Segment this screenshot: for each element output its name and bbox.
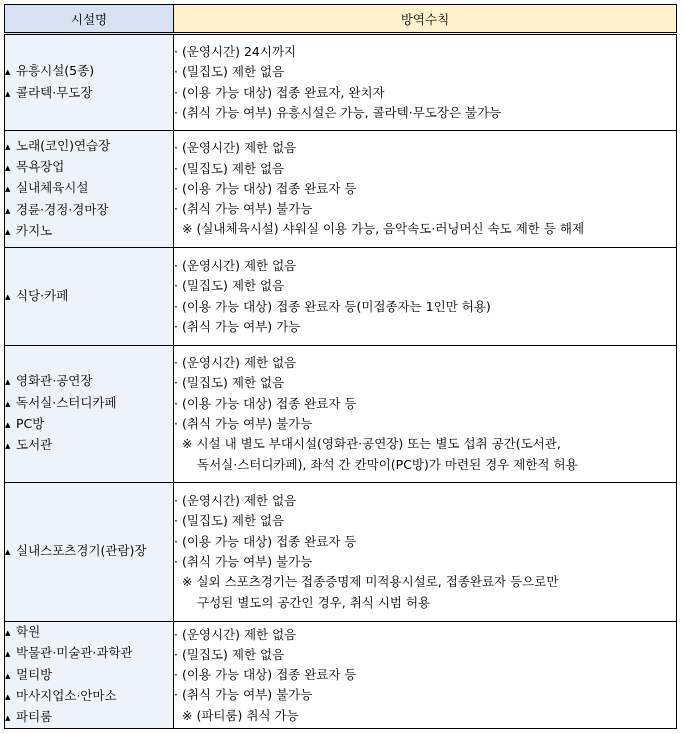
facility-cell: [5, 248, 174, 346]
table-row: [5, 131, 677, 248]
triangle-bullet-icon: ▲: [5, 714, 11, 723]
rule-note: ※ (파티룸) 취식 가능: [182, 707, 299, 723]
facility-item: ▲ 목욕장업: [5, 157, 173, 178]
facility-item: ▲ 카지노: [5, 221, 173, 242]
triangle-bullet-icon: ▲: [5, 650, 11, 659]
triangle-bullet-icon: ▲: [5, 692, 11, 701]
rules-cell: [174, 622, 677, 729]
triangle-bullet-icon: ▲: [5, 378, 11, 387]
rule-note: 독서실·스터디카페), 좌석 간 칸막이(PC방)가 마련된 경우 제한적 허용: [197, 456, 578, 472]
facility-item: ▲ 박물관·미술관·과학관: [5, 643, 173, 664]
triangle-bullet-icon: ▲: [5, 227, 11, 236]
rule-line: · (취식 가능 여부) 불가능: [174, 416, 313, 431]
facility-item: ▲ 유흥시설(5종): [5, 61, 173, 82]
facility-item: ▲ 노래(코인)연습장: [5, 136, 173, 157]
table-row: [5, 248, 677, 346]
facility-item: ▲ 콜라텍·무도장: [5, 83, 173, 104]
rule-line: · (밀집도) 제한 없음: [174, 160, 285, 176]
header-facility: 시설명: [5, 5, 174, 34]
rule-note: ※ (실내체육시설) 샤워실 이용 가능, 음악속도·러닝머신 속도 제한 등 해제: [182, 221, 585, 237]
triangle-bullet-icon: ▲: [5, 185, 11, 194]
rules-cell: [174, 346, 677, 483]
triangle-bullet-icon: ▲: [5, 68, 11, 77]
triangle-bullet-icon: ▲: [5, 671, 11, 680]
rule-line: · (이용 가능 대상) 접종 완료자 등(미접종자는 1인만 허용): [174, 298, 491, 314]
facility-item: ▲ 영화관·공연장: [5, 371, 173, 392]
facility-item: ▲ 실내체육시설: [5, 178, 173, 199]
rule-line: · (취식 가능 여부) 불가능: [174, 687, 313, 703]
rule-line: · (운영시간) 제한 없음: [174, 257, 297, 273]
rule-note: ※ 실외 스포츠경기는 접종증명제 미적용시설로, 접종완료자 등으로만: [182, 574, 559, 590]
rule-line: · (운영시간) 제한 없음: [174, 140, 297, 156]
triangle-bullet-icon: ▲: [5, 421, 11, 429]
facility-item: ▲ PC방: [5, 414, 173, 435]
rule-line: · (취식 가능 여부) 유흥시설은 가능, 콜라텍·무도장은 불가능: [174, 104, 502, 120]
rule-line: · (취식 가능 여부) 가능: [174, 318, 301, 334]
facility-item: ▲ 마사지업소·안마소: [5, 686, 173, 707]
rule-line: · (밀집도) 제한 없음: [174, 513, 285, 529]
rule-line: · (운영시간) 제한 없음: [174, 355, 297, 371]
triangle-bullet-icon: ▲: [5, 206, 11, 215]
facility-item: ▲ 경륜·경정·경마장: [5, 200, 173, 221]
triangle-bullet-icon: ▲: [5, 442, 11, 451]
rule-line: · (이용 가능 대상) 접종 완료자 등: [174, 533, 357, 549]
rule-line: · (밀집도) 제한 없음: [174, 375, 285, 391]
rule-line: · (취식 가능 여부) 불가능: [174, 554, 313, 569]
triangle-bullet-icon: ▲: [5, 89, 11, 98]
quarantine-rules-table: [4, 4, 677, 729]
triangle-bullet-icon: ▲: [5, 142, 11, 151]
rule-line: · (취식 가능 여부) 불가능: [174, 201, 313, 217]
rules-cell: [174, 483, 677, 622]
triangle-bullet-icon: ▲: [5, 629, 11, 637]
facility-item: ▲ 파티룸: [5, 707, 173, 728]
rule-line: · (이용 가능 대상) 접종 완료자 등: [174, 395, 357, 411]
header-rules: 방역수칙: [174, 5, 677, 34]
rules-cell: [174, 248, 677, 346]
rule-line: · (밀집도) 제한 없음: [174, 64, 285, 80]
facility-cell: [5, 131, 174, 248]
rule-line: · (이용 가능 대상) 접종 완료자 등: [174, 667, 357, 683]
triangle-bullet-icon: ▲: [5, 164, 11, 173]
facility-cell: [5, 34, 174, 131]
facility-item: ▲ 멀티방: [5, 665, 173, 686]
rule-line: · (이용 가능 대상) 접종 완료자 등: [174, 180, 357, 196]
facility-item: ▲ 도서관: [5, 435, 173, 456]
table-row: [5, 622, 677, 729]
rules-cell: [174, 131, 677, 248]
rule-line: · (운영시간) 24시까지: [174, 43, 297, 59]
rule-line: · (운영시간) 제한 없음: [174, 626, 297, 642]
table-row: [5, 346, 677, 483]
triangle-bullet-icon: ▲: [5, 548, 11, 557]
table-row: [5, 34, 677, 131]
table-row: [5, 483, 677, 622]
rule-line: · (밀집도) 제한 없음: [174, 278, 285, 294]
triangle-bullet-icon: ▲: [5, 292, 11, 301]
facility-cell: [5, 346, 174, 483]
triangle-bullet-icon: ▲: [5, 399, 11, 408]
rule-note: ※ 시설 내 별도 부대시설(영화관·공연장) 또는 별도 섭취 공간(도서관,: [182, 436, 561, 452]
facility-cell: [5, 483, 174, 622]
rule-line: · (밀집도) 제한 없음: [174, 646, 285, 662]
rules-cell: [174, 34, 677, 131]
facility-item: ▲ 학원: [5, 622, 173, 643]
facility-cell: [5, 622, 174, 729]
rule-line: · (운영시간) 제한 없음: [174, 493, 297, 509]
facility-item: ▲ 실내스포츠경기(관람)장: [5, 541, 173, 562]
facility-item: ▲ 식당·카페: [5, 286, 173, 307]
facility-item: ▲ 독서실·스터디카페: [5, 393, 173, 414]
table-header-row: [5, 5, 677, 34]
rule-line: · (이용 가능 대상) 접종 완료자, 완치자: [174, 84, 385, 100]
rule-note: 구성된 별도의 공간인 경우, 취식 시범 허용: [197, 594, 431, 610]
